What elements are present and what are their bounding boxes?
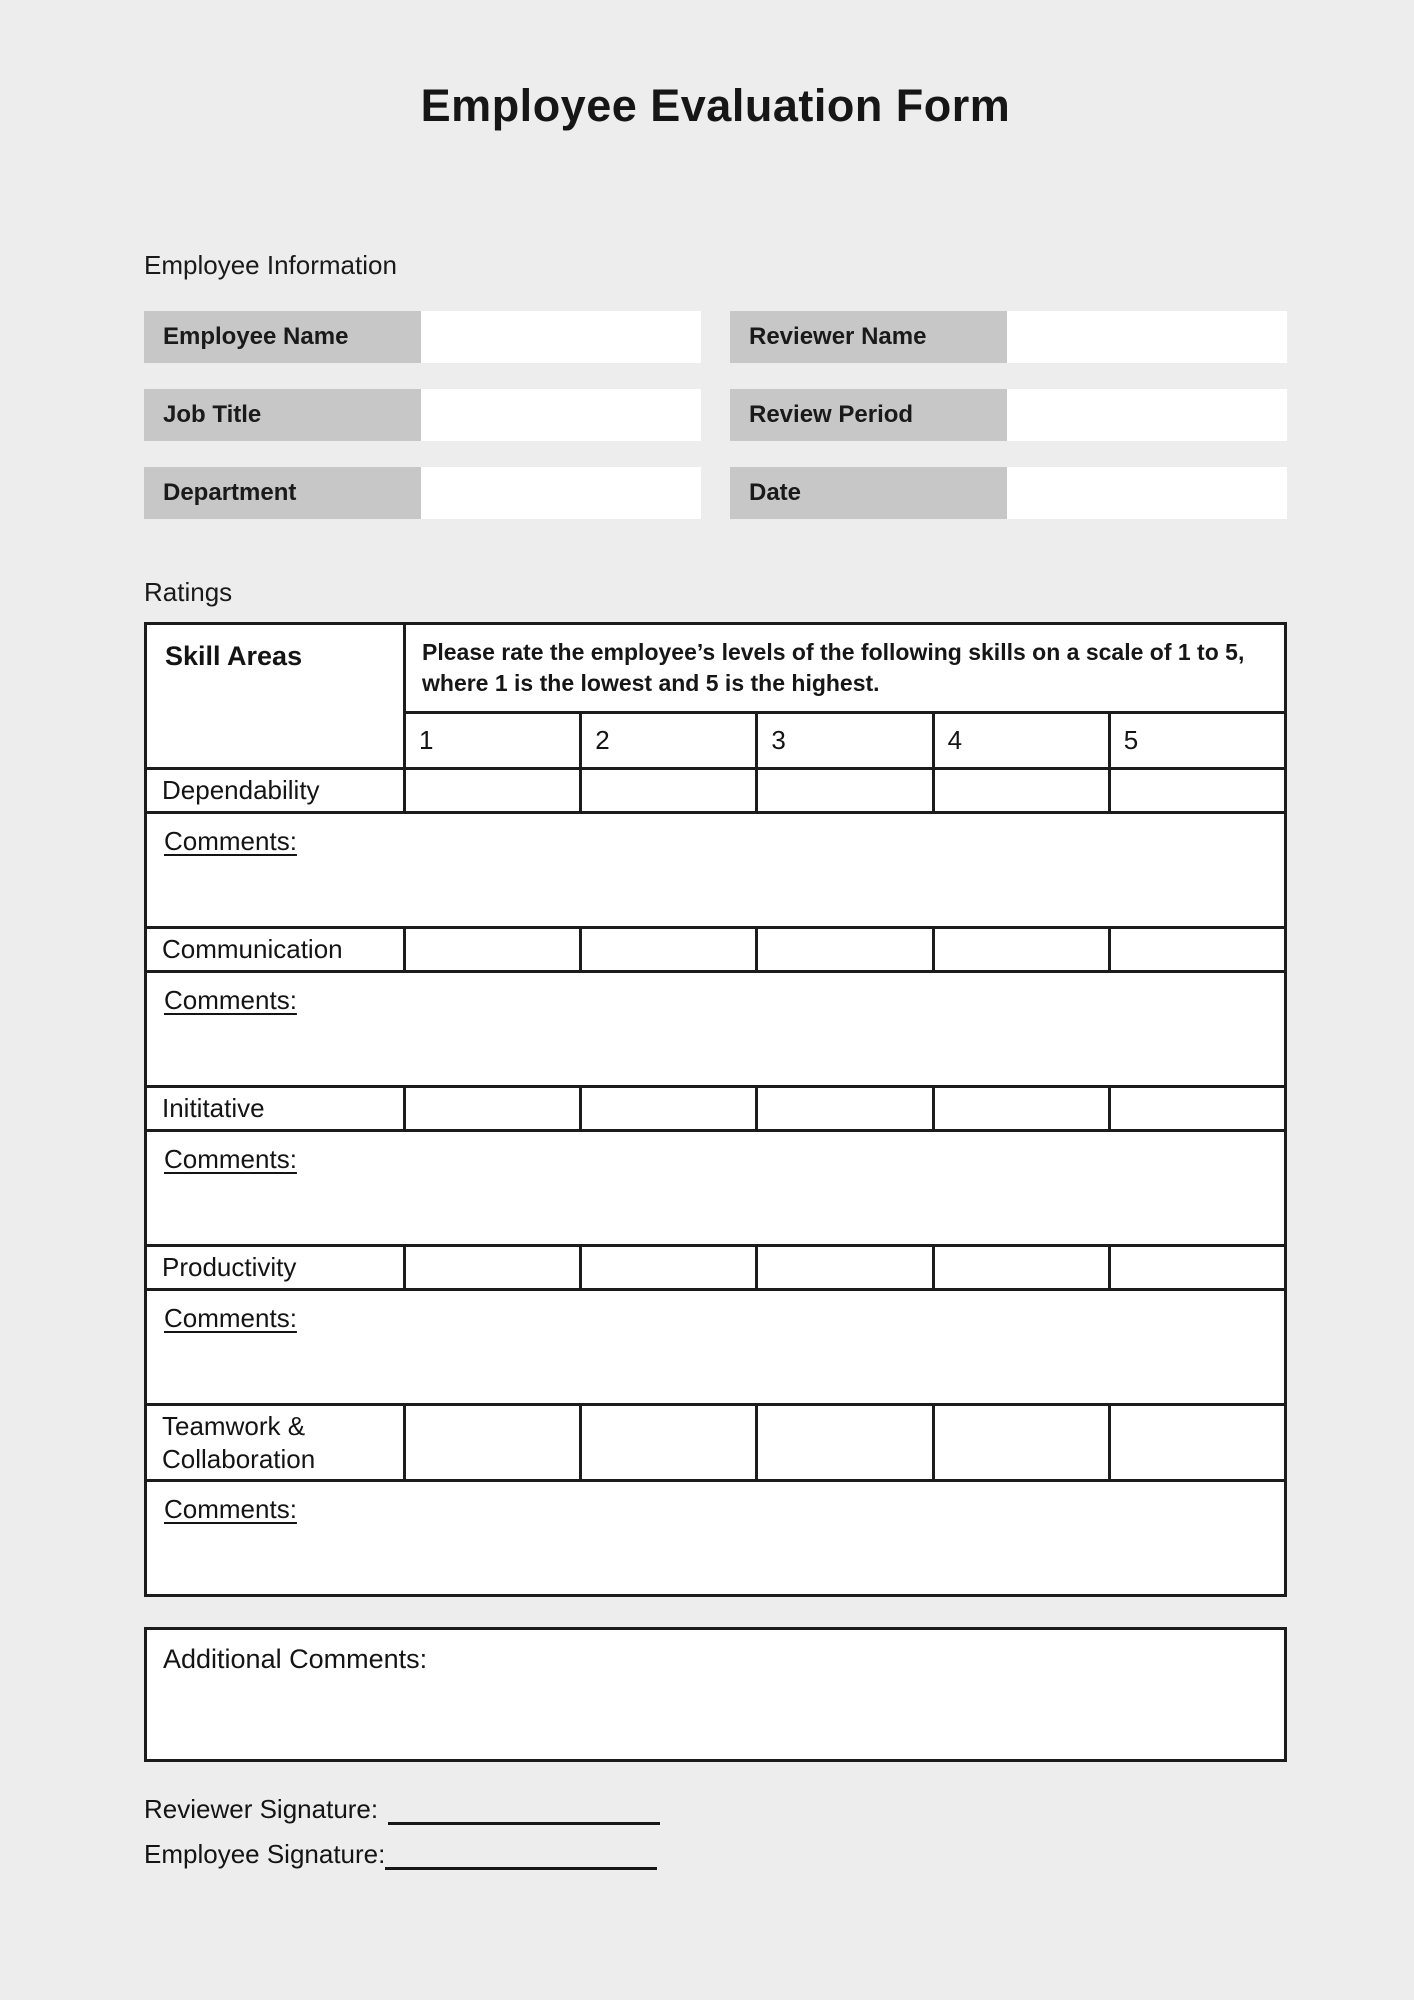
employee-signature-field[interactable]	[385, 1846, 657, 1870]
reviewer-name-input[interactable]	[1007, 311, 1287, 363]
rating-cell-inititative-3[interactable]	[757, 1087, 933, 1131]
scale-label-2: 2	[581, 713, 757, 769]
comments-row-communication	[146, 972, 1286, 1087]
employee-signature-line	[144, 1839, 1287, 1870]
comments-row-dependability	[146, 813, 1286, 928]
job-title-input[interactable]	[421, 389, 701, 441]
department-input[interactable]	[421, 467, 701, 519]
comments-row-inititative	[146, 1131, 1286, 1246]
skill-name-productivity: Productivity	[146, 1246, 405, 1290]
scale-label-1: 1	[405, 713, 581, 769]
rating-scale-instruction: Please rate the employee’s levels of the following skills on a scale of 1 to 5, where 1 is the lowest and 5 is the highest.	[405, 624, 1286, 713]
date-input[interactable]	[1007, 467, 1287, 519]
rating-cell-productivity-3[interactable]	[757, 1246, 933, 1290]
date-label: Date	[730, 467, 1007, 519]
rating-cell-teamwork-4[interactable]	[933, 1405, 1109, 1481]
comments-cell-inititative[interactable]	[146, 1131, 1286, 1246]
comments-label: Comments:	[164, 826, 297, 856]
comments-label: Comments:	[164, 1144, 297, 1174]
comments-cell-productivity[interactable]	[146, 1290, 1286, 1405]
employee-signature-label: Employee Signature:	[144, 1839, 386, 1869]
rating-cell-dependability-5[interactable]	[1109, 769, 1285, 813]
ratings-section-label: Ratings	[144, 577, 233, 607]
field-employee-name	[144, 311, 701, 363]
scale-label-4: 4	[933, 713, 1109, 769]
rating-cell-communication-4[interactable]	[933, 928, 1109, 972]
field-job-title	[144, 389, 701, 441]
reviewer-signature-line	[144, 1794, 1287, 1825]
comments-cell-teamwork-collaboration[interactable]	[146, 1481, 1286, 1596]
comments-row-teamwork-collaboration	[146, 1481, 1286, 1596]
reviewer-name-label: Reviewer Name	[730, 311, 1007, 363]
comments-row-productivity	[146, 1290, 1286, 1405]
skill-row-productivity	[146, 1246, 1286, 1290]
field-department	[144, 467, 701, 519]
rating-cell-teamwork-3[interactable]	[757, 1405, 933, 1481]
comments-cell-communication[interactable]	[146, 972, 1286, 1087]
rating-cell-communication-1[interactable]	[405, 928, 581, 972]
field-reviewer-name	[730, 311, 1287, 363]
skill-row-inititative	[146, 1087, 1286, 1131]
employee-name-input[interactable]	[421, 311, 701, 363]
rating-cell-teamwork-2[interactable]	[581, 1405, 757, 1481]
scale-label-5: 5	[1109, 713, 1285, 769]
skill-name-inititative: Inititative	[146, 1087, 405, 1131]
rating-cell-teamwork-1[interactable]	[405, 1405, 581, 1481]
rating-cell-inititative-4[interactable]	[933, 1087, 1109, 1131]
review-period-input[interactable]	[1007, 389, 1287, 441]
rating-cell-productivity-4[interactable]	[933, 1246, 1109, 1290]
job-title-label: Job Title	[144, 389, 421, 441]
ratings-header-row	[146, 624, 1286, 713]
skill-name-teamwork-collaboration: Teamwork & Collaboration	[146, 1405, 405, 1481]
rating-cell-teamwork-5[interactable]	[1109, 1405, 1285, 1481]
skill-row-communication	[146, 928, 1286, 972]
scale-label-3: 3	[757, 713, 933, 769]
rating-cell-communication-3[interactable]	[757, 928, 933, 972]
employee-information-section-label: Employee Information	[144, 250, 397, 280]
rating-cell-productivity-1[interactable]	[405, 1246, 581, 1290]
comments-label: Comments:	[164, 1494, 297, 1524]
employee-information-fields	[144, 311, 1287, 519]
employee-name-label: Employee Name	[144, 311, 421, 363]
skill-areas-header: Skill Areas	[146, 624, 405, 769]
field-date	[730, 467, 1287, 519]
comments-label: Comments:	[164, 1303, 297, 1333]
rating-cell-dependability-2[interactable]	[581, 769, 757, 813]
ratings-table	[144, 622, 1287, 1597]
rating-cell-dependability-3[interactable]	[757, 769, 933, 813]
skill-name-communication: Communication	[146, 928, 405, 972]
comments-cell-dependability[interactable]	[146, 813, 1286, 928]
rating-cell-communication-2[interactable]	[581, 928, 757, 972]
reviewer-signature-label: Reviewer Signature:	[144, 1794, 379, 1824]
department-label: Department	[144, 467, 421, 519]
review-period-label: Review Period	[730, 389, 1007, 441]
rating-cell-productivity-2[interactable]	[581, 1246, 757, 1290]
rating-cell-communication-5[interactable]	[1109, 928, 1285, 972]
field-review-period	[730, 389, 1287, 441]
skill-row-dependability	[146, 769, 1286, 813]
skill-row-teamwork-collaboration	[146, 1405, 1286, 1481]
additional-comments-label: Additional Comments:	[163, 1644, 428, 1674]
rating-cell-productivity-5[interactable]	[1109, 1246, 1285, 1290]
rating-cell-inititative-2[interactable]	[581, 1087, 757, 1131]
rating-cell-dependability-4[interactable]	[933, 769, 1109, 813]
rating-cell-inititative-1[interactable]	[405, 1087, 581, 1131]
additional-comments-box[interactable]	[144, 1627, 1287, 1762]
signatures-section	[144, 1794, 1287, 1870]
rating-cell-dependability-1[interactable]	[405, 769, 581, 813]
skill-name-dependability: Dependability	[146, 769, 405, 813]
reviewer-signature-field[interactable]	[388, 1801, 660, 1825]
rating-cell-inititative-5[interactable]	[1109, 1087, 1285, 1131]
comments-label: Comments:	[164, 985, 297, 1015]
page-title: Employee Evaluation Form	[420, 80, 1011, 131]
